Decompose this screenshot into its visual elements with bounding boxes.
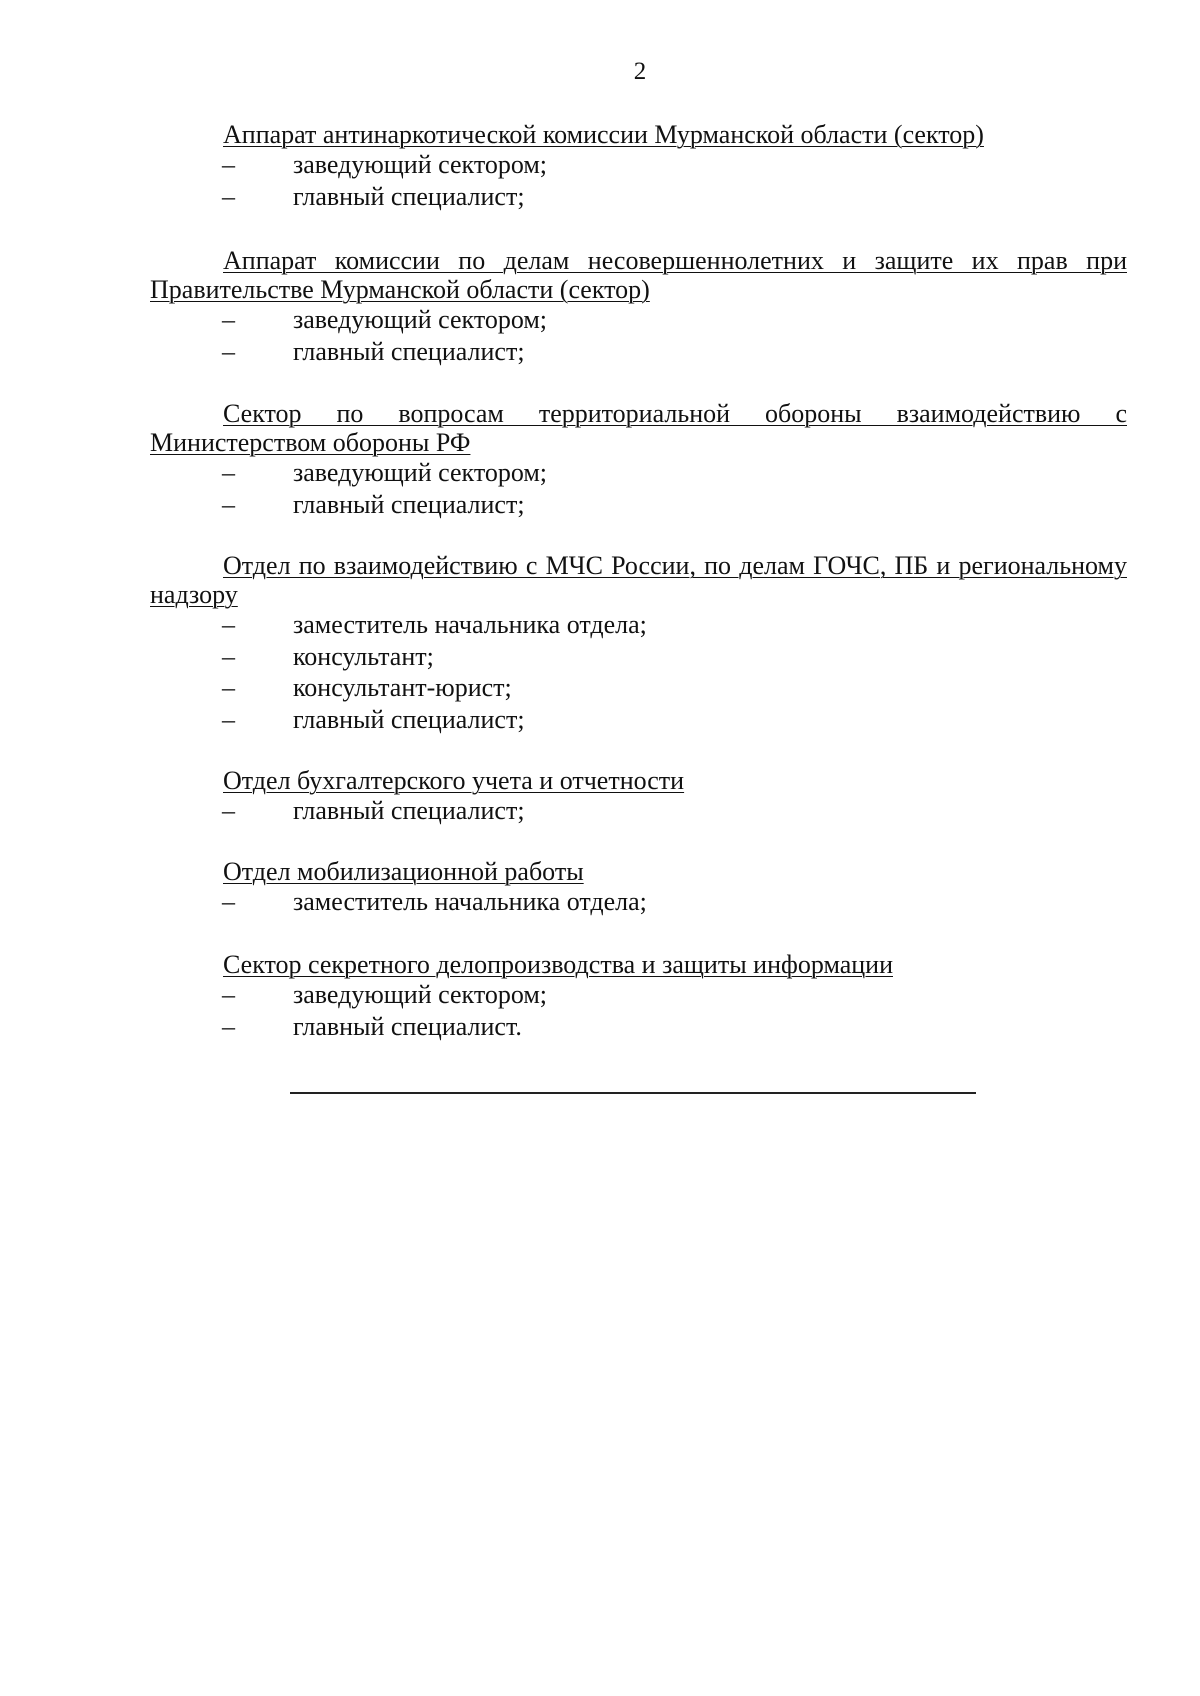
position-list xyxy=(150,304,1127,367)
position-list xyxy=(150,979,1127,1042)
list-item xyxy=(150,181,1127,213)
section-heading: Отдел мобилизационной работы xyxy=(223,857,584,886)
list-dash: – xyxy=(222,887,235,916)
list-item xyxy=(150,979,1127,1011)
section-territorial-defense xyxy=(150,399,1127,520)
list-dash: – xyxy=(222,1011,235,1041)
list-item xyxy=(150,336,1127,368)
position-title: главный специалист; xyxy=(293,181,525,211)
position-list xyxy=(150,795,1127,827)
section-emergency-ministry xyxy=(150,551,1127,735)
position-title: заведующий сектором; xyxy=(293,458,548,487)
position-title: консультант; xyxy=(293,641,434,671)
section-accounting xyxy=(150,766,1127,827)
section-mobilization xyxy=(150,857,1127,918)
section-secret-records xyxy=(150,950,1127,1042)
list-dash: – xyxy=(222,610,235,639)
position-list xyxy=(150,609,1127,735)
list-item xyxy=(150,609,1127,641)
section-heading: Сектор по вопросам территориальной обороны взаимодействию с Министерством обороны РФ xyxy=(150,399,1127,457)
list-item xyxy=(150,489,1127,521)
page-number: 2 xyxy=(633,58,647,85)
list-item xyxy=(150,672,1127,704)
list-dash: – xyxy=(222,673,235,702)
list-dash: – xyxy=(222,181,235,211)
list-item xyxy=(150,795,1127,827)
list-dash: – xyxy=(222,980,235,1009)
position-list xyxy=(150,149,1127,212)
list-dash: – xyxy=(222,489,235,519)
section-heading: Отдел по взаимодействию с МЧС России, по делам ГОЧС, ПБ и региональному надзору xyxy=(150,551,1127,609)
list-dash: – xyxy=(222,704,235,734)
position-title: заведующий сектором; xyxy=(293,980,548,1009)
position-title: заведующий сектором; xyxy=(293,305,548,334)
list-dash: – xyxy=(222,305,235,334)
position-title: главный специалист; xyxy=(293,489,525,519)
closing-divider xyxy=(290,1092,976,1094)
list-item xyxy=(150,149,1127,181)
section-heading: Сектор секретного делопроизводства и защиты информации xyxy=(223,950,893,979)
list-dash: – xyxy=(222,150,235,179)
position-title: главный специалист; xyxy=(293,704,525,734)
section-minors-commission xyxy=(150,246,1127,367)
list-dash: – xyxy=(222,458,235,487)
list-item xyxy=(150,304,1127,336)
list-item xyxy=(150,1011,1127,1043)
position-title: главный специалист. xyxy=(293,1011,522,1041)
list-dash: – xyxy=(222,641,235,671)
section-antinarcotic-commission xyxy=(150,120,1127,212)
list-dash: – xyxy=(222,336,235,366)
list-item xyxy=(150,457,1127,489)
position-title: консультант-юрист; xyxy=(293,673,512,702)
position-title: главный специалист; xyxy=(293,796,525,825)
position-title: заведующий сектором; xyxy=(293,150,548,179)
section-heading: Аппарат антинаркотической комиссии Мурманской области (сектор) xyxy=(223,120,984,149)
section-heading: Отдел бухгалтерского учета и отчетности xyxy=(223,766,685,795)
position-title: заместитель начальника отдела; xyxy=(293,610,647,639)
list-item xyxy=(150,886,1127,918)
position-list xyxy=(150,457,1127,520)
list-item xyxy=(150,641,1127,673)
position-title: главный специалист; xyxy=(293,336,525,366)
list-item xyxy=(150,704,1127,736)
position-title: заместитель начальника отдела; xyxy=(293,887,647,916)
position-list xyxy=(150,886,1127,918)
section-heading: Аппарат комиссии по делам несовершеннолетних и защите их прав при Правительстве Мурманской области (сектор) xyxy=(150,246,1127,304)
list-dash: – xyxy=(222,796,235,825)
